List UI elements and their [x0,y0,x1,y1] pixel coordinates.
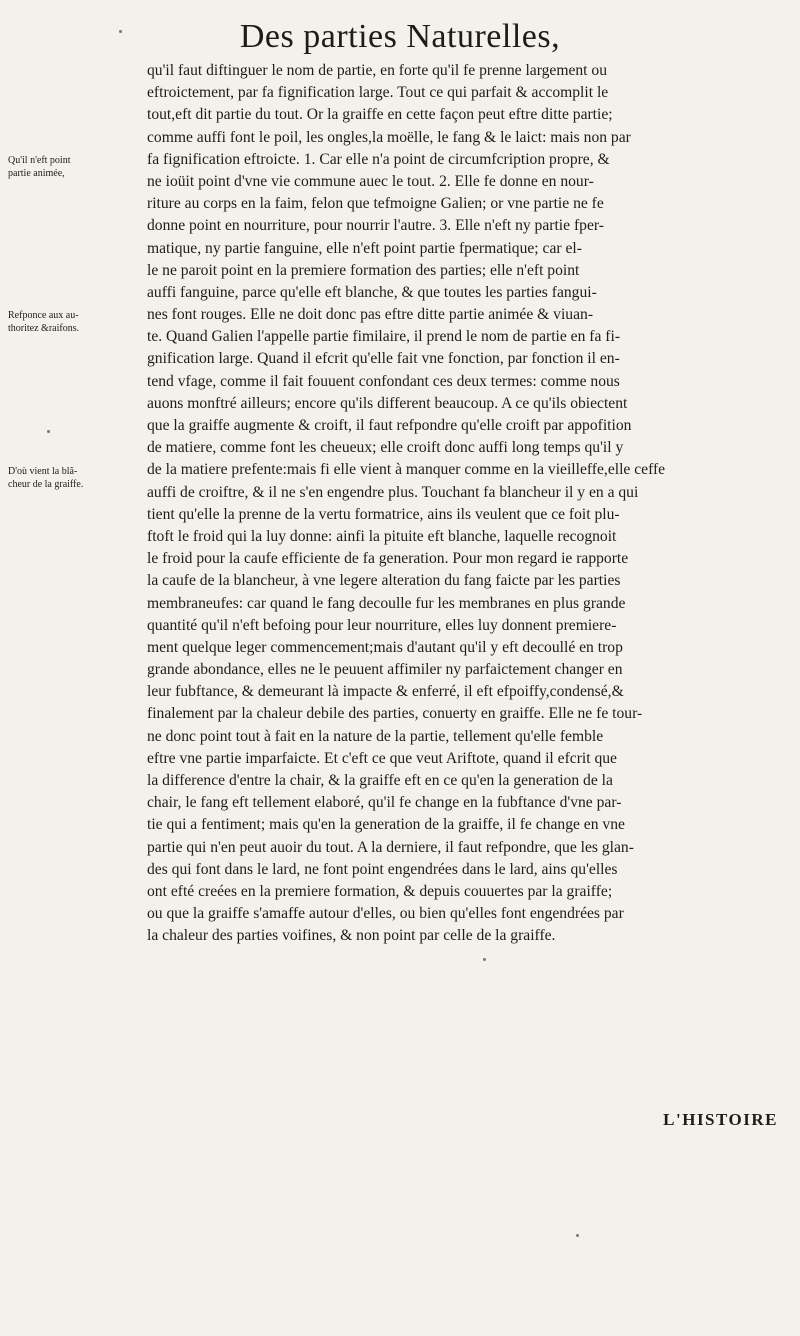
text-line: la difference d'entre la chair, & la graiffe eft en ce qu'en la generation de la [147,772,613,789]
paper-speck [47,430,50,433]
text-line: auffi fanguine, parce qu'elle eft blanche, & que toutes les parties fangui- [147,283,597,301]
margin-note: cheur de la graiffe. [8,478,84,490]
text-line: des qui font dans le lard, ne font point engendrées dans le lard, ains qu'elles [147,860,618,878]
text-line: eftroictement, par fa fignification large. Tout ce qui parfait & accomplit le [147,84,609,102]
text-line: de matiere, comme font les cheueux; elle croift donc auffi long temps qu'il y [147,439,624,457]
text-line: la chaleur des parties voifines, & non point par celle de la graiffe. [147,927,556,945]
catchword: L'HISTOIRE [663,1110,778,1129]
margin-note: partie animée, [8,167,65,179]
text-line: comme auffi font le poil, les ongles,la moëlle, le fang & le laict: mais non par [147,128,631,146]
margin-note: thoritez &raifons. [8,323,80,335]
text-line: ne donc point tout à fait en la nature de la partie, tellement qu'elle femble [147,727,604,745]
text-line: ont efté creées en la premiere formation, & depuis couuertes par la graiffe; [147,882,613,900]
text-line: chair, le fang eft tellement elaboré, qu'il fe change en la fubftance d'vne par- [147,794,622,812]
paper-speck [576,1234,579,1237]
text-line: leur fubftance, & demeurant là impacte & enferré, il eft efpoiffy,condensé,& [147,683,624,701]
body-text [147,60,791,948]
text-line: fa fignification eftroicte. 1. Car elle n'a point de circumfcription propre, & [147,150,610,168]
running-head: Des parties Naturelles, [239,18,561,55]
text-line: nes font rouges. Elle ne doit donc pas eftre ditte partie animée & viuan- [147,306,594,324]
text-line: finalement par la chaleur debile des parties, conuerty en graiffe. Elle ne fe tour- [147,705,643,723]
text-line: ment quelque leger commencement;mais d'autant qu'il y eft decoullé en trop [147,638,623,656]
text-line: auffi de croiftre, & il ne s'en engendre plus. Touchant fa blancheur il y en a qui [147,483,639,501]
text-line: ne ioüit point d'vne vie commune auec le tout. 2. Elle fe donne en nour- [147,172,594,190]
text-line: matique, ny partie fanguine, elle n'eft point partie fpermatique; car el- [147,239,582,257]
text-line: ftoft le froid qui la luy donne: ainfi la pituite eft blanche, laquelle recognoit [147,527,617,545]
text-line: le ne paroit point en la premiere formation des parties; elle n'eft point [147,261,580,279]
text-line: tie qui a fentiment; mais qu'en la generation de la graiffe, il fe change en vne [147,816,625,834]
text-line: grande abondance, elles ne le peuuent affimiler ny parfaictement changer en [147,661,623,679]
text-line: tend vfage, comme il fait fouuent confondant ces deux termes: comme nous [147,372,620,390]
text-line: membraneufes: car quand le fang decoulle fur les membranes en plus grande [147,594,626,612]
text-line: la caufe de la blancheur, à vne legere alteration du fang faicte par les parties [147,572,621,590]
margin-note: D'où vient la blã- [8,465,78,477]
text-line: que la graiffe augmente & croift, il faut refpondre qu'elle croift par appofition [147,417,632,434]
text-line: riture au corps en la faim, felon que tefmoigne Galien; or vne partie ne fe [147,195,604,213]
text-line: quantité qu'il n'eft befoing pour leur nourriture, elles luy donnent premiere- [147,616,617,634]
text-line: ou que la graiffe s'amaffe autour d'elles, ou bien qu'elles font engendrées par [147,905,624,923]
paper-speck [483,958,486,961]
text-line: le froid pour la caufe efficiente de fa generation. Pour mon regard ie rapporte [147,550,629,568]
margin-note: Qu'il n'eft point [8,154,71,166]
text-line: partie qui n'en peut auoir du tout. A la derniere, il faut refpondre, que les glan- [147,838,634,856]
text-line: tient qu'elle la prenne de la vertu formatrice, ains ils veulent que ce foit plu- [147,505,620,523]
text-line: auons monftré ailleurs; encore qu'ils different beaucoup. A ce qu'ils obiectent [147,394,628,412]
text-line: te. Quand Galien l'appelle partie fimilaire, il prend le nom de partie en fa fi- [147,328,621,346]
text-line: qu'il faut diftinguer le nom de partie, en forte qu'il fe prenne largement ou [147,62,607,79]
margin-note: Refponce aux au- [8,310,79,322]
paper-speck [119,30,122,33]
text-line: eftre vne partie imparfaicte. Et c'eft ce que veut Ariftote, quand il efcrit que [147,749,617,767]
text-line: donne point en nourriture, pour nourrir l'autre. 3. Elle n'eft ny partie fper- [147,217,604,235]
text-line: de la matiere prefente:mais fi elle vient à manquer comme en la vieilleffe,elle ceffe [147,461,666,479]
text-line: tout,eft dit partie du tout. Or la graiffe en cette façon peut eftre ditte partie; [147,106,613,124]
text-line: gnification large. Quand il efcrit qu'elle fait vne fonction, par fonction il en- [147,350,620,368]
